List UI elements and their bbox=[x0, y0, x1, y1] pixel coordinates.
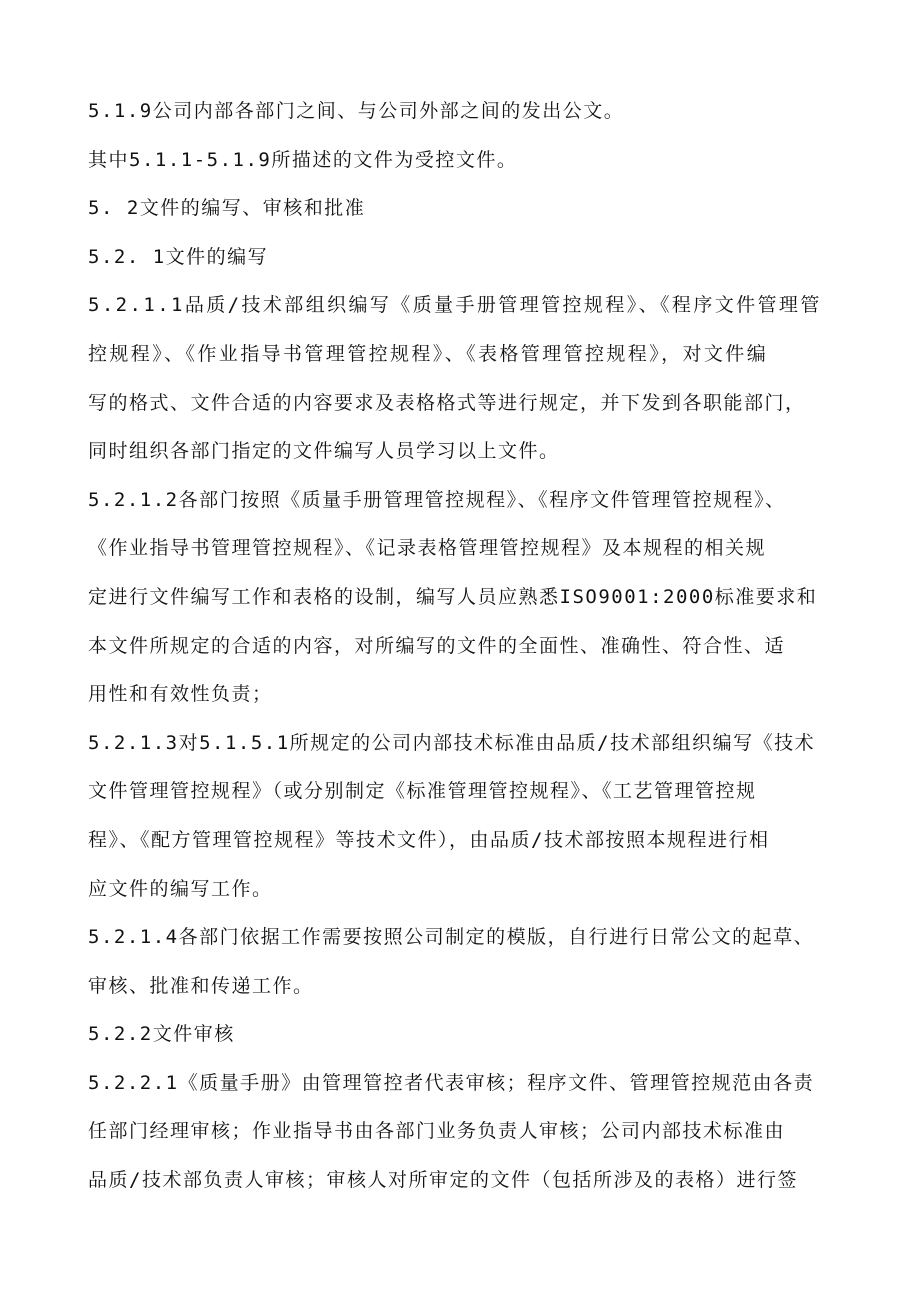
text-line: 任部门经理审核；作业指导书由各部门业务负责人审核；公司内部技术标准由 bbox=[88, 1120, 786, 1143]
text-line: 5.2.1.2各部门按照《质量手册管理管控规程》、《程序文件管理管控规程》、 bbox=[88, 488, 786, 511]
subsection-heading: 5.2.2文件审核 bbox=[88, 1023, 235, 1046]
text-line: 写的格式、文件合适的内容要求及表格格式等进行规定，并下发到各职能部门， bbox=[88, 391, 806, 414]
text-line: 程》、《配方管理管控规程》等技术文件），由品质/技术部按照本规程进行相 bbox=[88, 828, 770, 851]
text-line: 其中5.1.1-5.1.9所描述的文件为受控文件。 bbox=[88, 148, 518, 171]
section-heading: 5. 2文件的编写、审核和批准 bbox=[88, 197, 366, 220]
text-line: 5.2.1.3对5.1.5.1所规定的公司内部技术标准由品质/技术部组织编写《技术 bbox=[88, 731, 816, 754]
text-line: 应文件的编写工作。 bbox=[88, 877, 273, 900]
text-line: 5.2.1.4各部门依据工作需要按照公司制定的模版，自行进行日常公文的起草、 bbox=[88, 926, 815, 949]
text-line: 5.1.9公司内部各部门之间、与公司外部之间的发出公文。 bbox=[88, 100, 625, 122]
text-line: 文件管理管控规程》（或分别制定《标准管理管控规程》、《工艺管理管控规 bbox=[88, 780, 757, 803]
text-line: 同时组织各部门指定的文件编写人员学习以上文件。 bbox=[88, 440, 560, 463]
text-line: 本文件所规定的合适的内容，对所编写的文件的全面性、准确性、符合性、适 bbox=[88, 634, 786, 657]
text-line: 5.2.2.1《质量手册》由管理管控者代表审核；程序文件、管理管控规范由各责 bbox=[88, 1071, 815, 1094]
text-line: 控规程》、《作业指导书管理管控规程》、《表格管理管控规程》，对文件编 bbox=[88, 342, 769, 365]
text-line: 定进行文件编写工作和表格的设制，编写人员应熟悉ISO9001:2000标准要求和 bbox=[88, 585, 818, 608]
text-line: 《作业指导书管理管控规程》、《记录表格管理管控规程》及本规程的相关规 bbox=[88, 537, 767, 560]
text-line: 审核、批准和传递工作。 bbox=[88, 974, 314, 997]
text-line: 品质/技术部负责人审核；审核人对所审定的文件（包括所涉及的表格）进行签 bbox=[88, 1169, 798, 1192]
subsection-heading: 5.2. 1文件的编写 bbox=[88, 245, 269, 268]
text-line: 用性和有效性负责； bbox=[88, 683, 273, 706]
document-body bbox=[88, 91, 848, 1209]
text-line: 5.2.1.1品质/技术部组织编写《质量手册管理管控规程》、《程序文件管理管 bbox=[88, 294, 822, 317]
